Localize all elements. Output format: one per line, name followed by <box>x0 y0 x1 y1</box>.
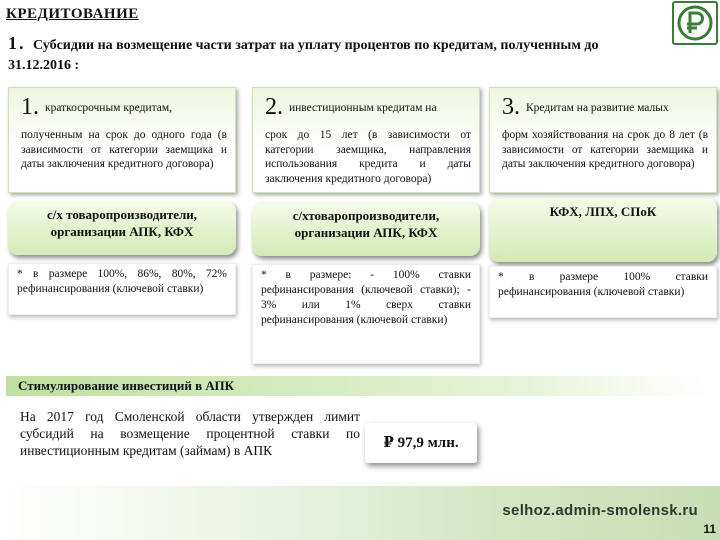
card-lead: краткосрочным кредитам, <box>45 102 173 114</box>
recipients-pill: с/хтоваропроизводители, организации АПК, КФХ <box>252 202 480 256</box>
card-lead: инвестиционным кредитам на <box>289 102 437 114</box>
subsidy-number: 1. <box>8 33 26 53</box>
rate-note: * в размере 100% ставки рефинансирования (ключевой ставки) <box>489 266 717 318</box>
subsidy-text: Субсидии на возмещение части затрат на уплату процентов по кредитам, полученным до 31.12.2016 : <box>8 38 599 73</box>
credit-column-small-farms <box>489 87 717 318</box>
credit-column-investment <box>252 87 480 364</box>
ruble-logo-icon <box>672 1 718 45</box>
subsidy-heading <box>8 33 658 76</box>
card-number: 2. <box>265 94 283 120</box>
credit-column-short-term <box>8 87 236 315</box>
card-description: срок до 15 лет (в зависимости от категории заемщика, направления использования кредита и даты заключения кредитного договора) <box>265 129 471 185</box>
recipients-pill: КФХ, ЛПХ, СПоК <box>489 198 717 262</box>
rate-note: * в размере 100%, 86%, 80%, 72% рефинансирования (ключевой ставки) <box>8 263 236 315</box>
credit-card <box>8 87 236 193</box>
card-lead: Кредитам на развитие малых <box>526 102 669 114</box>
page-title: КРЕДИТОВАНИЕ <box>6 6 139 22</box>
card-number: 3. <box>502 94 520 120</box>
footer <box>0 486 720 540</box>
card-description: полученным на срок до одного года (в зависимости от категории заемщика и даты заключения кредитного договора) <box>21 129 227 170</box>
card-number: 1. <box>21 94 39 120</box>
page-number: 11 <box>703 522 716 536</box>
credit-card <box>489 87 717 193</box>
stimulus-heading: Стимулирование инвестиций в АПК <box>6 376 710 396</box>
card-description: форм хозяйствования на срок до 8 лет (в зависимости от категории заемщика и даты заключения кредитного договора) <box>502 129 708 170</box>
credit-card <box>252 87 480 193</box>
rate-note: * в размере: - 100% ставки рефинансирования (ключевой ставки); - 3% или 1% сверх ставки рефинансирования (ключевой ставки) <box>252 264 480 364</box>
site-link[interactable]: selhoz.admin-smolensk.ru <box>502 502 698 519</box>
subsidy-amount: ₽ 97,9 млн. <box>365 423 477 463</box>
recipients-pill: с/х товаропроизводители, организации АПК, КФХ <box>8 201 236 255</box>
stimulus-text: На 2017 год Смоленской области утвержден лимит субсидий на возмещение процентной ставки по инвестиционным кредитам (займам) в АПК <box>20 409 360 458</box>
